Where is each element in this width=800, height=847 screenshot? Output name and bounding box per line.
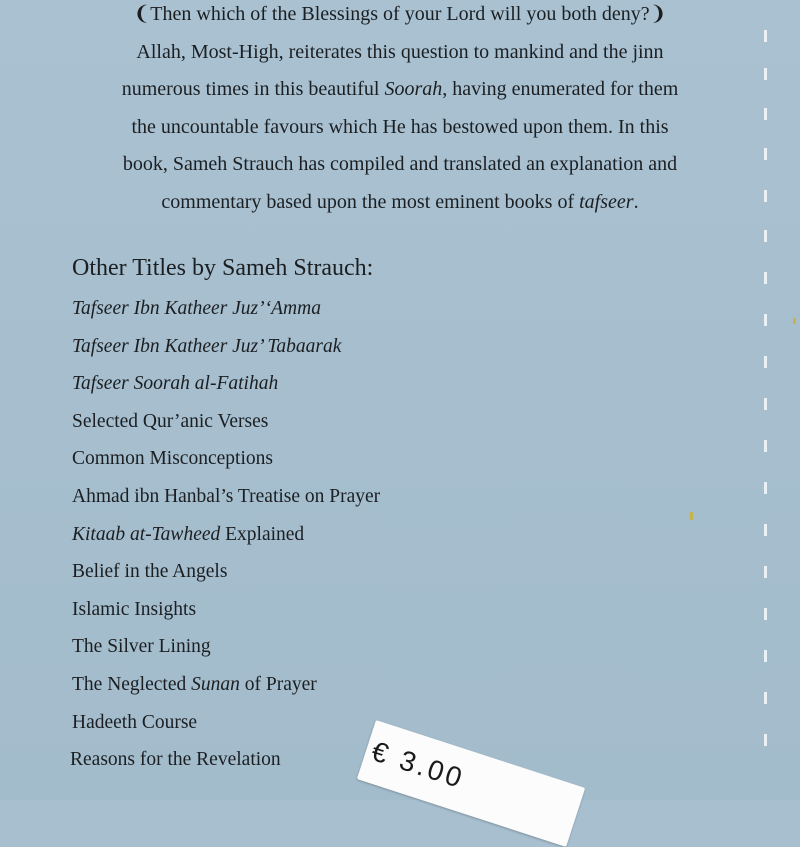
title-item <box>72 290 380 328</box>
blurb-line <box>40 184 760 222</box>
text-run: Reasons for the Revelation <box>70 749 281 771</box>
title-item <box>72 516 380 554</box>
title-item <box>72 403 380 441</box>
title-item <box>72 365 380 403</box>
text-run: Hadeeth Course <box>72 711 198 733</box>
other-titles-heading: Other Titles by Sameh Strauch: <box>72 255 374 281</box>
italic-title: Sunan <box>191 673 240 695</box>
cover-edge-perforation <box>764 30 768 770</box>
text-run: The Silver Lining <box>72 636 211 658</box>
italic-term: Soorah <box>384 78 443 100</box>
text-run: The Neglected <box>72 673 192 695</box>
text-run: Common Misconceptions <box>72 448 273 470</box>
paper-speck <box>690 512 693 520</box>
title-item <box>72 440 380 478</box>
title-item <box>72 553 380 591</box>
price-text: € 3.00 <box>367 735 469 795</box>
title-item <box>72 478 380 516</box>
title-item <box>72 591 380 629</box>
blurb-line: Allah, Most-High, reiterates this question to mankind and the jinn <box>136 40 664 63</box>
title-item <box>72 704 380 742</box>
text-run: Selected Qur’anic Verses <box>72 410 269 432</box>
italic-title: Tafseer Soorah al-Fatihah <box>72 373 279 395</box>
text-run: . <box>633 190 639 213</box>
italic-title: Tafseer Ibn Katheer Juz’ Tabaarak <box>72 335 342 357</box>
paper-speck <box>793 318 796 324</box>
title-item <box>72 328 380 366</box>
other-titles-list <box>72 290 380 779</box>
blurb-line: ❨Then which of the Blessings of your Lord will you both deny?❩ <box>133 3 667 25</box>
text-run: Explained <box>220 523 305 545</box>
text-run: numerous times in this beautiful <box>121 78 385 100</box>
italic-term: tafseer <box>579 190 634 213</box>
italic-title: Tafseer Ibn Katheer Juz’‘Amma <box>72 298 321 319</box>
text-run: Ahmad ibn Hanbal’s Treatise on Prayer <box>72 485 381 507</box>
italic-title: Kitaab at-Tawheed <box>72 523 221 545</box>
title-item <box>70 741 380 779</box>
blurb-line: the uncountable favours which He has bestowed upon them. In this <box>131 115 669 138</box>
text-run: , having enumerated for them <box>442 78 679 100</box>
blurb-line: book, Sameh Strauch has compiled and translated an explanation and <box>122 153 678 175</box>
text-run: Belief in the Angels <box>72 561 228 583</box>
text-run: commentary based upon the most eminent books of <box>161 190 580 213</box>
title-item <box>72 628 380 666</box>
text-run: of Prayer <box>239 673 317 695</box>
blurb-paragraph <box>40 0 760 221</box>
blurb-line <box>40 71 760 109</box>
title-item <box>72 666 380 704</box>
text-run: Islamic Insights <box>72 598 197 620</box>
